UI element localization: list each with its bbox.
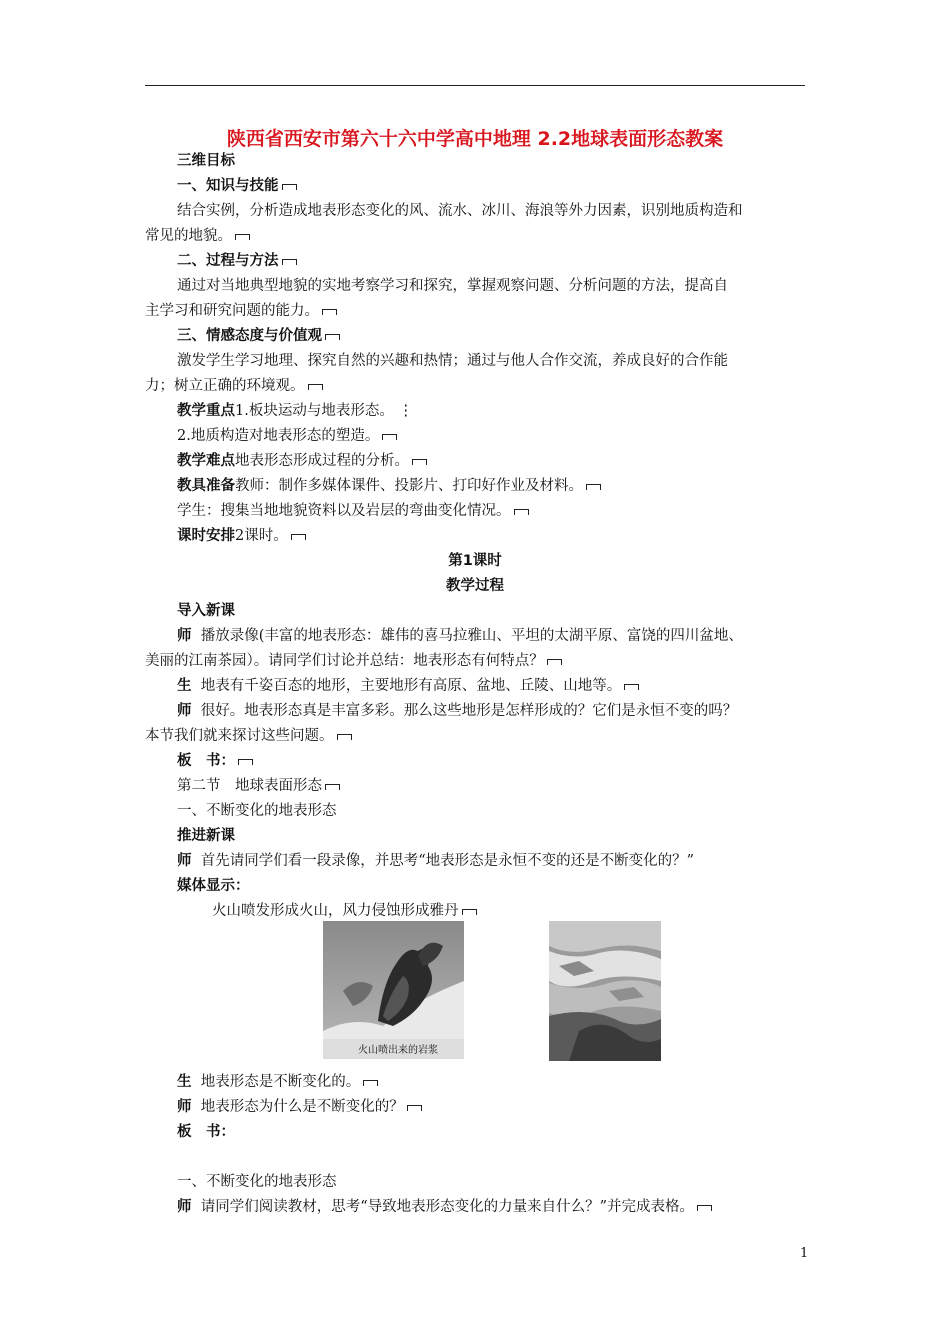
board-line xyxy=(177,751,253,771)
board-label: 板 书： xyxy=(177,753,235,769)
paragraph-mark-icon xyxy=(624,684,639,690)
dialog4: 首先请同学们看一段录像，并思考“地表形态是永恒不变的还是不断变化的？” xyxy=(200,853,695,869)
teacher-label: 师 xyxy=(177,1199,192,1215)
dialog1-b: 美丽的江南茶园）。请同学们讨论并总结：地表形态有何特点？ xyxy=(145,653,544,669)
goals-heading: 三维目标 xyxy=(177,153,235,169)
dialog1-a: 播放录像(丰富的地表形态：雄伟的喜马拉雅山、平坦的太湖平原、富饶的四川盆地、 xyxy=(200,628,743,644)
dialog6-line xyxy=(177,1097,422,1117)
goal2-text-a: 通过对当地典型地貌的实地考察学习和探究，掌握观察问题、分析问题的方法，提高自 xyxy=(177,278,728,294)
board-3: 一、不断变化的地表形态 xyxy=(177,1174,337,1190)
dialog7-line xyxy=(177,1197,712,1217)
goal2-text-b: 主学习和研究问题的能力。 xyxy=(145,303,319,319)
goal2-heading: 二、过程与方法 xyxy=(177,253,279,269)
key-points-line xyxy=(177,401,413,421)
goal1-heading: 一、知识与技能 xyxy=(177,178,279,194)
paragraph-mark-icon xyxy=(514,509,529,515)
paragraph-mark-icon xyxy=(238,759,253,765)
paragraph-mark-icon xyxy=(291,534,306,540)
paragraph-mark-icon xyxy=(308,384,323,390)
prep-line xyxy=(177,476,601,496)
paragraph-mark-icon xyxy=(697,1205,712,1211)
paragraph-mark-icon xyxy=(412,459,427,465)
dialog3-line-a xyxy=(177,701,737,721)
goal1-text-a: 结合实例，分析造成地表形态变化的风、流水、冰川、海浪等外力因素，识别地质构造和 xyxy=(177,203,743,219)
dialog2: 地表有千姿百态的地形，主要地形有高原、盆地、丘陵、山地等。 xyxy=(200,678,622,694)
yardang-landscape-photo xyxy=(549,921,661,1061)
prep-teacher: 教师：制作多媒体课件、投影片、打印好作业及材料。 xyxy=(235,478,583,494)
dialog3-a: 很好。地表形态真是丰富多彩。那么这些地形是怎样形成的？它们是永恒不变的吗？ xyxy=(200,703,738,719)
key-1: 1.板块运动与地表形态。 xyxy=(235,403,394,419)
paragraph-mark-icon xyxy=(282,184,297,190)
key-colon: ⋮ xyxy=(398,403,413,419)
paragraph-mark-icon xyxy=(325,334,340,340)
board-2: 一、不断变化的地表形态 xyxy=(177,803,337,819)
goal1-line xyxy=(177,176,297,196)
board-label-2: 板 书： xyxy=(177,1124,235,1140)
student-label: 生 xyxy=(177,1074,192,1090)
media-text: 火山喷发形成火山，风力侵蚀形成雅丹 xyxy=(212,903,459,919)
lesson-heading: 第1课时 xyxy=(448,553,502,569)
advance-heading: 推进新课 xyxy=(177,828,235,844)
difficulty-line xyxy=(177,451,427,471)
schedule-line xyxy=(177,526,306,546)
goal1-text-b-line xyxy=(145,226,250,246)
schedule-label: 课时安排 xyxy=(177,528,235,544)
media-label: 媒体显示： xyxy=(177,878,250,894)
goal3-text-b: 力；树立正确的环境观。 xyxy=(145,378,305,394)
board-1-line xyxy=(177,776,340,796)
teacher-label: 师 xyxy=(177,1099,192,1115)
goal3-line xyxy=(177,326,340,346)
volcano-lava-image xyxy=(323,921,464,1059)
prep-label: 教具准备 xyxy=(177,478,235,494)
yardang-landscape-image xyxy=(549,921,661,1061)
page-number: 1 xyxy=(800,1246,809,1261)
process-heading: 教学过程 xyxy=(446,578,504,594)
media-text-line xyxy=(212,901,477,921)
dialog3-line-b xyxy=(145,726,352,746)
goal2-line xyxy=(177,251,297,271)
schedule-text: 2课时。 xyxy=(235,528,288,544)
dialog3-b: 本节我们就来探讨这些问题。 xyxy=(145,728,334,744)
goal3-text-b-line xyxy=(145,376,323,396)
student-label: 生 xyxy=(177,678,192,694)
header-rule xyxy=(145,85,805,86)
paragraph-mark-icon xyxy=(235,234,250,240)
goal2-text-b-line xyxy=(145,301,337,321)
dialog2-line xyxy=(177,676,639,696)
dialog5: 地表形态是不断变化的。 xyxy=(200,1074,361,1090)
document-title: 陕西省西安市第六十六中学高中地理 2.2地球表面形态教案 xyxy=(226,128,724,150)
paragraph-mark-icon xyxy=(282,259,297,265)
dialog1-line-a xyxy=(177,626,743,646)
dialog1-line-b xyxy=(145,651,562,671)
goal1-text-b: 常见的地貌。 xyxy=(145,228,232,244)
paragraph-mark-icon xyxy=(322,309,337,315)
teacher-label: 师 xyxy=(177,853,192,869)
teacher-label: 师 xyxy=(177,628,192,644)
volcano-photo-caption: 火山喷出来的岩浆 xyxy=(358,1045,438,1056)
paragraph-mark-icon xyxy=(586,484,601,490)
volcano-lava-photo xyxy=(323,921,464,1059)
teacher-label: 师 xyxy=(177,703,192,719)
paragraph-mark-icon xyxy=(337,734,352,740)
prep-student: 学生：搜集当地地貌资料以及岩层的弯曲变化情况。 xyxy=(177,503,511,519)
prep-student-line xyxy=(177,501,529,521)
key-2: 2.地质构造对地表形态的塑造。 xyxy=(177,428,380,444)
paragraph-mark-icon xyxy=(547,659,562,665)
dialog7: 请同学们阅读教材，思考“导致地表形态变化的力量来自什么？”并完成表格。 xyxy=(200,1199,695,1215)
intro-heading: 导入新课 xyxy=(177,603,235,619)
difficulty-text: 地表形态形成过程的分析。 xyxy=(235,453,409,469)
key-2-line xyxy=(177,426,397,446)
difficulty-label: 教学难点 xyxy=(177,453,235,469)
paragraph-mark-icon xyxy=(325,784,340,790)
key-label: 教学重点 xyxy=(177,403,235,419)
goal3-text-a: 激发学生学习地理、探究自然的兴趣和热情；通过与他人合作交流，养成良好的合作能 xyxy=(177,353,728,369)
goal3-heading: 三、情感态度与价值观 xyxy=(177,328,322,344)
paragraph-mark-icon xyxy=(462,909,477,915)
board-1: 第二节 地球表面形态 xyxy=(177,778,322,794)
paragraph-mark-icon xyxy=(382,434,397,440)
dialog5-line xyxy=(177,1072,378,1092)
dialog6: 地表形态为什么是不断变化的？ xyxy=(200,1099,404,1115)
paragraph-mark-icon xyxy=(407,1105,422,1111)
dialog4-line xyxy=(177,851,694,871)
paragraph-mark-icon xyxy=(363,1080,378,1086)
